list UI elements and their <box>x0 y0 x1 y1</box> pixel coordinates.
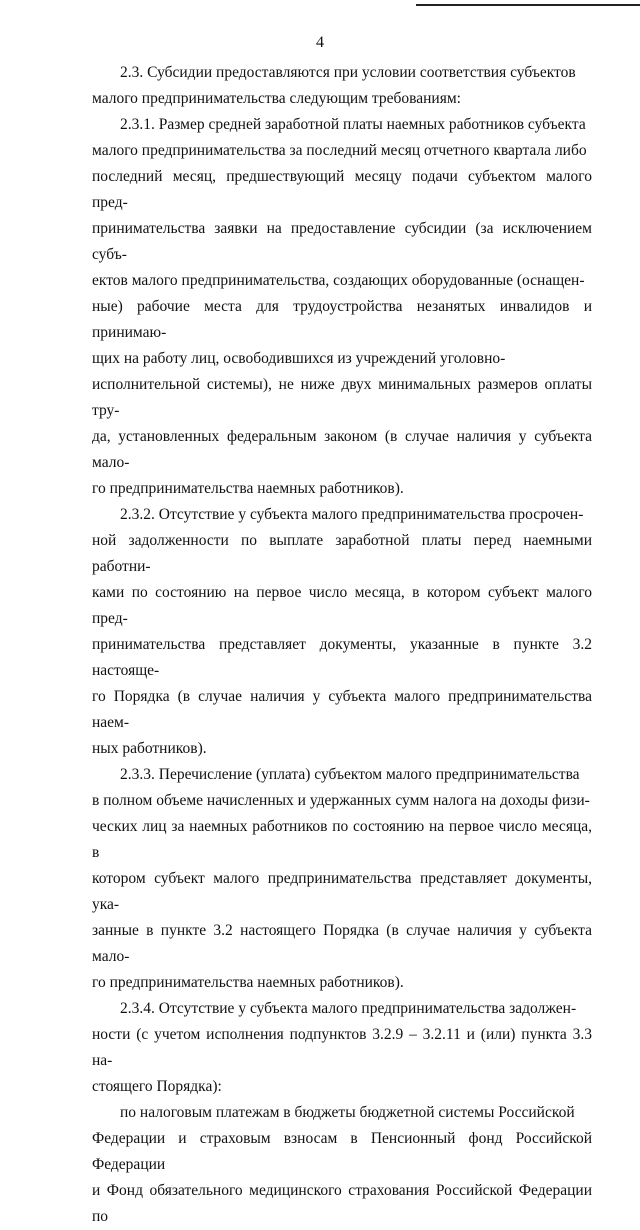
paragraph-2-3-2: 2.3.2. Отсутствие у субъекта малого предпринимательства просрочен- ной задолженности по выплате заработной платы перед наемными работни- ками по состоянию на первое число месяца, в котором субъект малого пред- принимательства представляет документы, указанные в пункте 3.2 настояще- го Порядка (в случае наличия у субъекта малого предпринимательства наем- ных работников). <box>92 506 592 757</box>
paragraph-2-3-3: 2.3.3. Перечисление (уплата) субъектом малого предпринимательства в полном объеме начисленных и удержанных сумм налога на доходы физи- ческих лиц за наемных работников по состоянию на первое число месяца, в котором субъект малого предпринимательства представляет документы, ука- занные в пункте 3.2 настоящего Порядка (в случае наличия у субъекта мало- го предпринимательства наемных работников). <box>92 766 592 991</box>
paragraph-2-3-1: 2.3.1. Размер средней заработной платы наемных работников субъекта малого предпринимательства за последний месяц отчетного квартала либо последний месяц, предшествующий месяцу подачи субъектом малого пред- принимательства заявки на предоставление субсидии (за исключением субъ- ектов малого предпринимательства, создающих оборудованные (оснащен- ные) рабочие места для трудоустройства незанятых инвалидов и принимаю- щих на работу лиц, освободившихся из учреждений уголовно- исполнительной системы), не ниже двух минимальных размеров оплаты тру- да, установленных федеральным законом (в случае наличия у субъекта мало- го предпринимательства наемных работников). <box>92 116 592 497</box>
page-number: 4 <box>316 34 324 51</box>
top-rule <box>416 4 640 6</box>
paragraph-tax-payments: по налоговым платежам в бюджеты бюджетной системы Российской Федерации и страховым взносам в Пенсионный фонд Российской Федерации и Фонд обязательного медицинского страхования Российской Федерации по <box>92 1104 592 1225</box>
document-body <box>92 60 592 1230</box>
paragraph-2-3: 2.3. Субсидии предоставляются при условии соответствия субъектов малого предпринимательства следующим требованиям: <box>92 64 576 107</box>
paragraph-2-3-4: 2.3.4. Отсутствие у субъекта малого предпринимательства задолжен- ности (с учетом исполнения подпунктов 3.2.9 – 3.2.11 и (или) пункта 3.3 на- стоящего Порядка): <box>92 1000 592 1095</box>
